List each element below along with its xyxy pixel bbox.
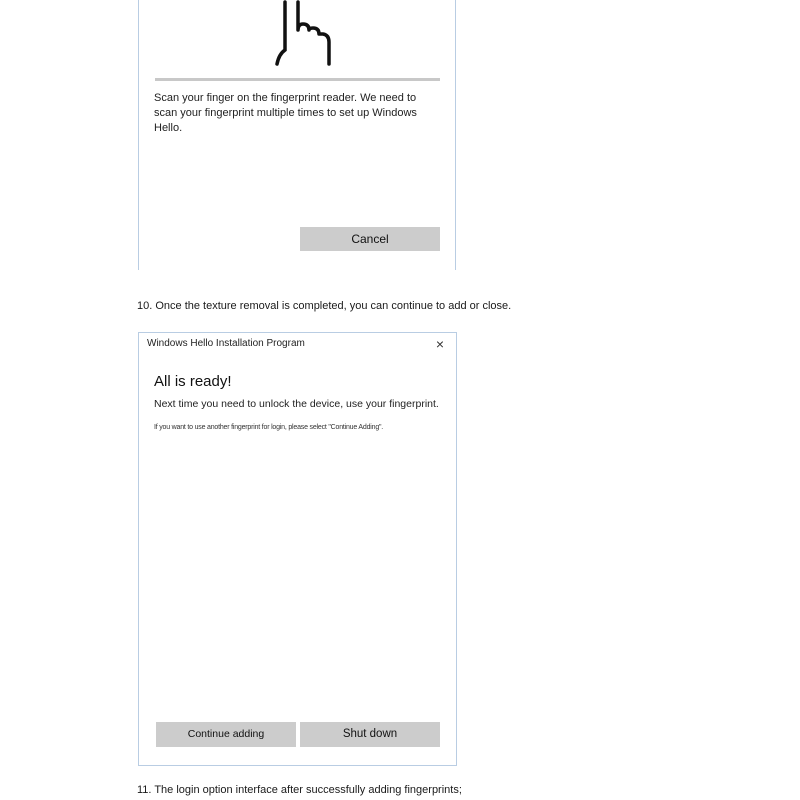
ready-hint-text: If you want to use another fingerprint for login, please select "Continue Adding". <box>154 424 384 431</box>
step-11-caption: 11. The login option interface after successfully adding fingerprints; <box>137 784 462 796</box>
dialog-title: Windows Hello Installation Program <box>147 338 305 349</box>
ready-body-text: Next time you need to unlock the device, use your fingerprint. <box>154 398 439 410</box>
fingerprint-scan-dialog <box>138 0 456 270</box>
ready-heading: All is ready! <box>154 373 232 390</box>
scan-progress-bar <box>155 78 440 81</box>
windows-hello-ready-dialog <box>138 332 457 766</box>
shut-down-button[interactable]: Shut down <box>300 722 440 747</box>
cancel-button[interactable]: Cancel <box>300 227 440 251</box>
step-10-caption: 10. Once the texture removal is completed, you can continue to add or close. <box>137 300 512 312</box>
scan-instruction-text: Scan your finger on the fingerprint reader. We need to scan your fingerprint multiple times to set up Windows Hello. <box>154 92 417 134</box>
finger-touch-icon <box>261 0 351 68</box>
close-icon[interactable]: × <box>435 336 445 352</box>
continue-adding-button[interactable]: Continue adding <box>156 722 296 747</box>
